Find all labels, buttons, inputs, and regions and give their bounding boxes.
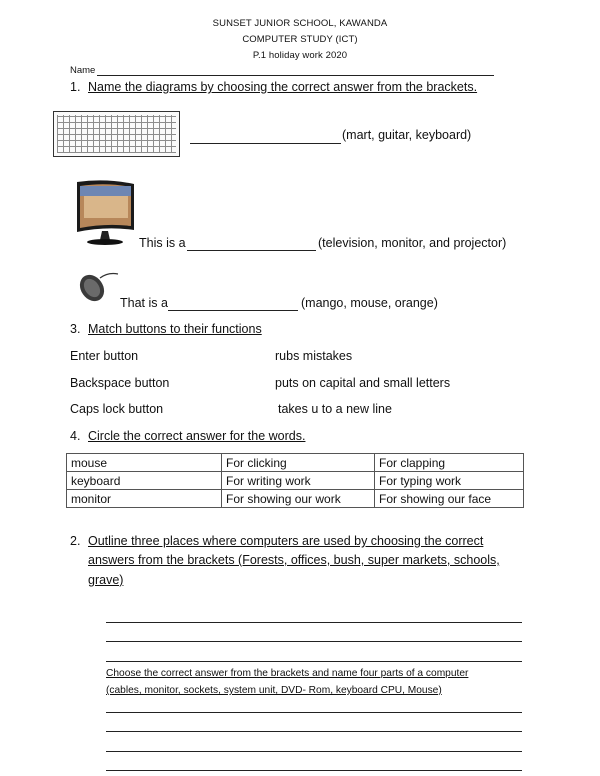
name-label: Name [70,65,96,76]
match-button-2[interactable]: Backspace button [70,376,170,390]
q2-line-1: Outline three places where computers are used by choosing the correct [88,534,484,548]
q5-line-2: (cables, monitor, sockets, system unit, DVD- Rom, keyboard CPU, Mouse) [106,685,442,696]
subject-title: COMPUTER STUDY (ICT) [242,34,358,45]
q4-number: 4. [70,429,81,443]
q2-number: 2. [70,534,81,548]
word-cell: mouse [67,454,222,472]
answer-line[interactable] [106,712,522,713]
keyboard-choices: (mart, guitar, keyboard) [342,128,472,142]
match-function-3[interactable]: takes u to a new line [278,402,392,416]
option-cell[interactable]: For clapping [375,454,524,472]
option-cell[interactable]: For writing work [222,472,375,490]
mouse-choices: (mango, mouse, orange) [301,296,438,310]
term-title: P.1 holiday work 2020 [252,50,348,61]
table-row [67,490,524,508]
q3-number: 3. [70,322,81,336]
q2-line-3: grave) [88,573,124,587]
option-cell[interactable]: For showing our work [222,490,375,508]
monitor-prefix: This is a [139,236,186,250]
mouse-illustration [78,270,120,304]
match-button-1[interactable]: Enter button [70,349,139,363]
words-table [66,453,524,508]
q3-title: Match buttons to their functions [88,322,262,336]
answer-line[interactable] [106,751,522,752]
keyboard-illustration [53,111,180,157]
monitor-illustration [74,178,138,248]
mouse-prefix: That is a [120,296,168,310]
school-name: SUNSET JUNIOR SCHOOL, KAWANDA [212,18,388,29]
word-cell: monitor [67,490,222,508]
answer-line[interactable] [106,731,522,732]
q5-line-1: Choose the correct answer from the brackets and name four parts of a computer [106,668,469,679]
name-answer-line[interactable] [97,75,494,76]
q1-number: 1. [70,80,81,94]
answer-line[interactable] [106,641,522,642]
q1-title: Name the diagrams by choosing the correct answer from the brackets. [88,80,478,94]
option-cell[interactable]: For showing our face [375,490,524,508]
option-cell[interactable]: For clicking [222,454,375,472]
monitor-choices: (television, monitor, and projector) [318,236,507,250]
table-row [67,454,524,472]
q4-title: Circle the correct answer for the words. [88,429,306,443]
word-cell: keyboard [67,472,222,490]
q2-line-2: answers from the brackets (Forests, offices, bush, super markets, schools, [88,553,500,567]
keyboard-answer-line[interactable] [190,143,341,144]
answer-line[interactable] [106,622,522,623]
answer-line[interactable] [106,661,522,662]
option-cell[interactable]: For typing work [375,472,524,490]
match-function-2[interactable]: puts on capital and small letters [275,376,451,390]
table-row [67,472,524,490]
monitor-answer-line[interactable] [187,250,316,251]
mouse-answer-line[interactable] [168,310,298,311]
match-function-1[interactable]: rubs mistakes [275,349,353,363]
match-button-3[interactable]: Caps lock button [70,402,164,416]
answer-line[interactable] [106,770,522,771]
